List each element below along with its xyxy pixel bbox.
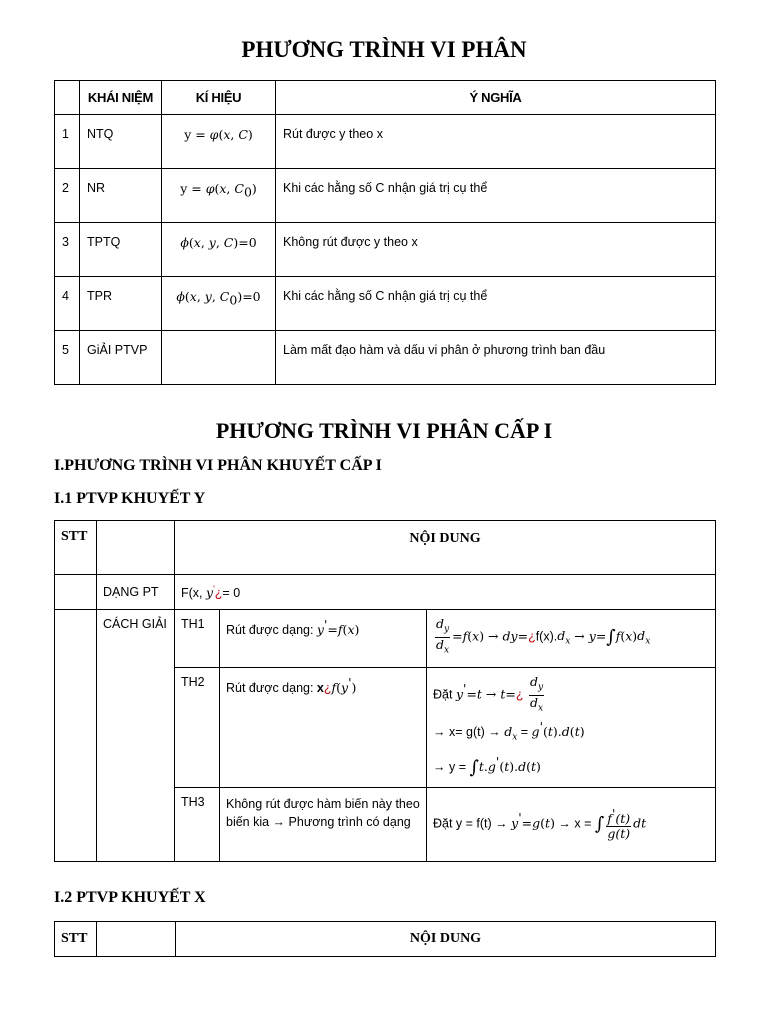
table-row xyxy=(55,575,716,610)
subsection-heading: I.2 PTVP KHUYẾT X xyxy=(54,889,206,906)
row-concept: NR xyxy=(80,169,162,223)
row-symbol: ϕ(x, y, C)=0 xyxy=(162,223,276,277)
case-desc: Rút được dạng: y'=f(x) xyxy=(220,610,427,668)
row-meaning: Làm mất đạo hàm và dấu vi phân ở phương trình ban đầu xyxy=(276,331,716,385)
row-meaning: Rút được y theo x xyxy=(276,115,716,169)
header-num xyxy=(55,81,80,115)
ptvp-khuyet-y-table xyxy=(54,520,716,862)
row-concept: TPR xyxy=(80,277,162,331)
form-value: F(x, y'¿= 0 xyxy=(175,575,716,610)
header-concept: KHÁI NIỆM xyxy=(80,81,162,115)
row-meaning: Khi các hằng số C nhận giá trị cụ thể xyxy=(276,277,716,331)
row-concept: NTQ xyxy=(80,115,162,169)
row-symbol xyxy=(162,331,276,385)
section-heading: I.PHƯƠNG TRÌNH VI PHÂN KHUYẾT CẤP I xyxy=(54,457,382,474)
header-meaning: Ý NGHĨA xyxy=(276,81,716,115)
table-header-row xyxy=(55,521,716,575)
row-concept: GiẢI PTVP xyxy=(80,331,162,385)
table-row xyxy=(55,169,716,223)
row-meaning: Khi các hằng số C nhận giá trị cụ thể xyxy=(276,169,716,223)
case-solution: $\frac{d_y}{d_x}$ $=f(x) \to dy=¿f(x).d_x \to y=\int f(x)d_x$ xyxy=(427,610,716,668)
table-row xyxy=(55,223,716,277)
row-num: 1 xyxy=(55,115,80,169)
cell-empty xyxy=(55,610,97,862)
chapter-title: PHƯƠNG TRÌNH VI PHÂN CẤP I xyxy=(215,418,553,443)
header-content: NỘI DUNG xyxy=(176,922,716,957)
table-header-row xyxy=(55,81,716,115)
form-label: DẠNG PT xyxy=(97,575,175,610)
case-label: TH3 xyxy=(175,787,220,861)
case-label: TH1 xyxy=(175,610,220,668)
case-solution: Đặt y'=t → t=¿ $\frac{d_y}{d_x}$ → $x= g(t) \to d_x = g'(t).d(t)$ → y = ∫t.g'(t).d(t) xyxy=(427,668,716,788)
header-symbol: KÍ HIỆU xyxy=(162,81,276,115)
header-stt: STT xyxy=(55,922,97,957)
case-label: TH2 xyxy=(175,668,220,788)
row-num: 5 xyxy=(55,331,80,385)
table-header-row xyxy=(55,922,716,957)
row-num: 3 xyxy=(55,223,80,277)
header-content: NỘI DUNG xyxy=(175,521,716,575)
header-empty xyxy=(97,521,175,575)
row-num: 2 xyxy=(55,169,80,223)
table-row xyxy=(55,115,716,169)
case-desc: Không rút được hàm biến này theo biến kia → Phương trình có dạng xyxy=(220,787,427,861)
table-row xyxy=(55,331,716,385)
table-row xyxy=(55,610,716,668)
method-label: CÁCH GIẢI xyxy=(97,610,175,862)
subsection-heading: I.1 PTVP KHUYẾT Y xyxy=(54,490,206,507)
case-solution: Đặt y = f(t) → y'=g(t) → x = ∫ $\frac{f'(t)}{g(t)}$ dt xyxy=(427,787,716,861)
row-symbol: y = φ(x, C) xyxy=(162,115,276,169)
header-stt: STT xyxy=(55,521,97,575)
row-num: 4 xyxy=(55,277,80,331)
row-symbol: y = φ(x, $C_0$) xyxy=(162,169,276,223)
table-row xyxy=(55,277,716,331)
document-title: PHƯƠNG TRÌNH VI PHÂN xyxy=(241,37,527,62)
row-concept: TPTQ xyxy=(80,223,162,277)
ptvp-khuyet-x-table xyxy=(54,921,716,957)
cell-empty xyxy=(55,575,97,610)
concepts-table xyxy=(54,80,716,385)
case-desc: Rút được dạng: x¿f(y') xyxy=(220,668,427,788)
header-empty xyxy=(97,922,176,957)
row-meaning: Không rút được y theo x xyxy=(276,223,716,277)
row-symbol: ϕ(x, y, $C_0)=0$ xyxy=(162,277,276,331)
